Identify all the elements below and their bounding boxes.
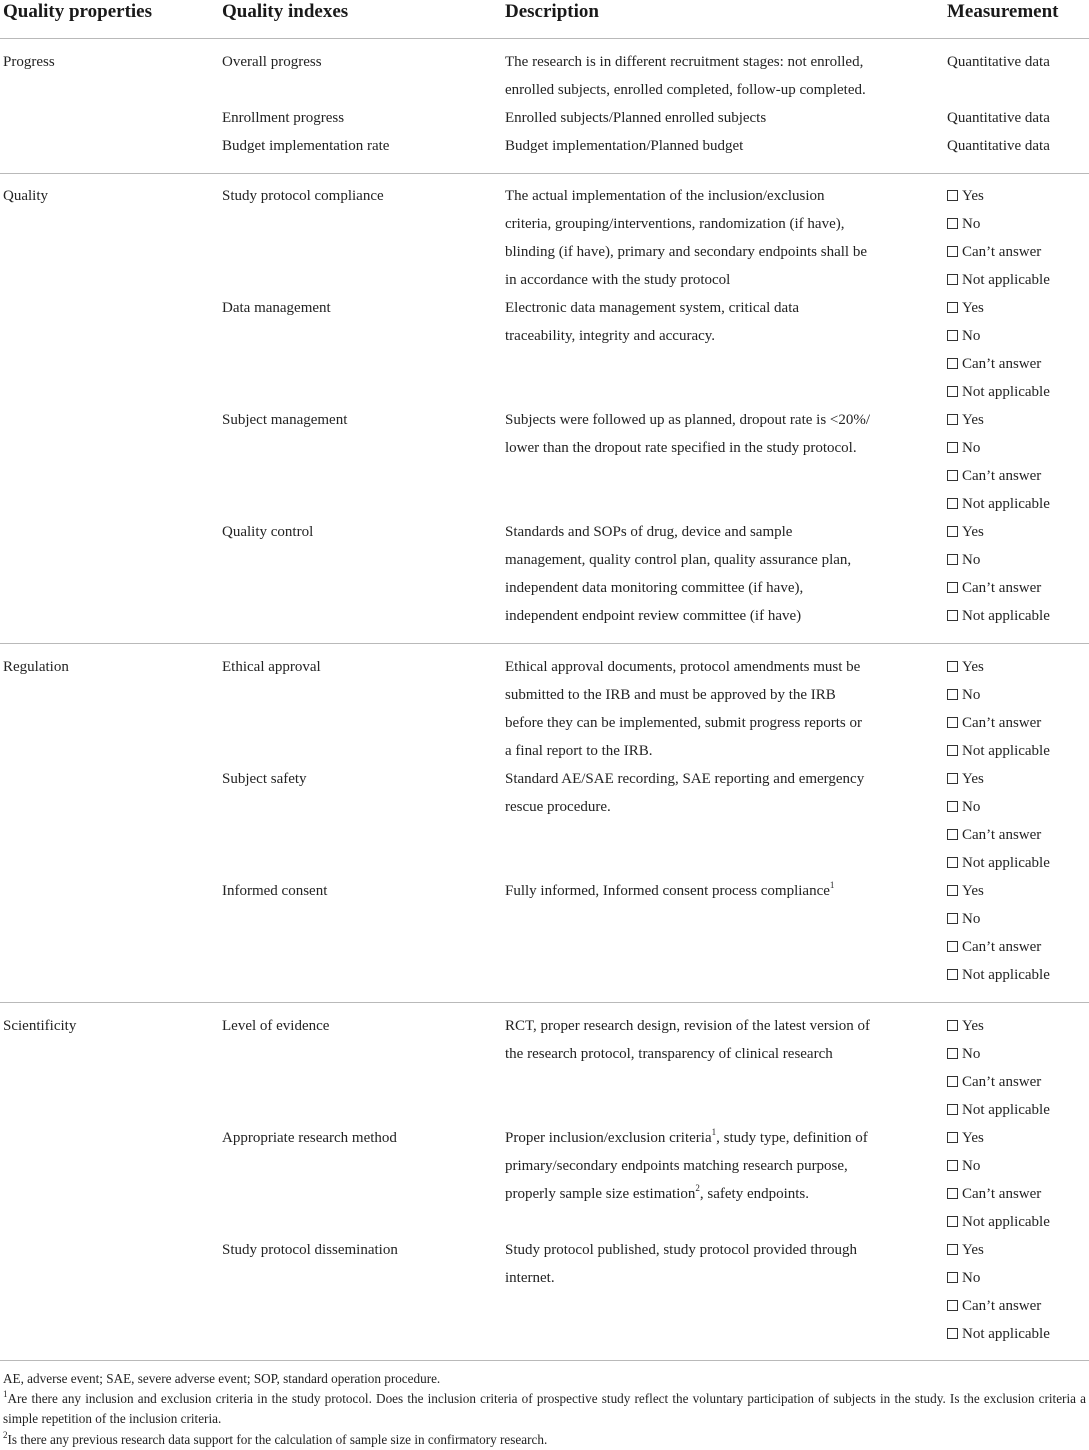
measurement-option: Quantitative data (947, 138, 1050, 154)
description-line: Fully informed, Informed consent process compliance$^1$ (505, 880, 835, 899)
checkbox-icon (947, 801, 958, 812)
checkbox-icon (947, 745, 958, 756)
description-line: properly sample size estimation$^2$, safety endpoints. (505, 1183, 810, 1202)
quality-index: Subject management (222, 412, 348, 428)
measurement-option: Can’t answer (947, 1068, 1041, 1096)
description-line: blinding (if have), primary and secondary endpoints shall be (505, 244, 867, 260)
measurement-option: Not applicable (947, 602, 1050, 630)
description-line: primary/secondary endpoints matching research purpose, (505, 1158, 848, 1174)
checkbox-icon (947, 969, 958, 980)
checkbox-icon (947, 1300, 958, 1311)
checkbox-icon (947, 386, 958, 397)
checkbox-icon (947, 302, 958, 313)
measurement-option: Can’t answer (947, 709, 1041, 737)
checkbox-icon (947, 1244, 958, 1255)
quality-property: Scientificity (3, 1018, 77, 1034)
description-line: rescue procedure. (505, 799, 611, 815)
checkbox-icon (947, 1188, 958, 1199)
quality-property: Regulation (3, 659, 69, 675)
column-header-property: Quality properties (3, 1, 153, 22)
checkbox-icon (947, 470, 958, 481)
checkbox-icon (947, 1048, 958, 1059)
checkbox-icon (947, 414, 958, 425)
description-line: Proper inclusion/exclusion criteria$^1$, study type, definition of (505, 1127, 868, 1146)
measurement-option: Not applicable (947, 378, 1050, 406)
measurement-option: Can’t answer (947, 1180, 1041, 1208)
checkbox-icon (947, 498, 958, 509)
measurement-option: Can’t answer (947, 238, 1041, 266)
description-line: Electronic data management system, critical data (505, 300, 800, 316)
quality-index: Ethical approval (222, 659, 321, 675)
description-line: criteria, grouping/interventions, randomization (if have), (505, 216, 845, 232)
measurement-option: No (947, 434, 980, 462)
checkbox-icon (947, 913, 958, 924)
measurement-option: No (947, 210, 980, 238)
quality-index: Study protocol dissemination (222, 1242, 398, 1258)
description-line: a final report to the IRB. (505, 743, 653, 759)
measurement-option: Yes (947, 294, 984, 322)
description-line: before they can be implemented, submit progress reports or (505, 715, 862, 731)
measurement-option: Yes (947, 1236, 984, 1264)
measurement-option: Can’t answer (947, 574, 1041, 602)
checkbox-icon (947, 661, 958, 672)
measurement-option: Not applicable (947, 490, 1050, 518)
measurement-option: No (947, 1152, 980, 1180)
measurement-option: Yes (947, 182, 984, 210)
measurement-option: Not applicable (947, 849, 1050, 877)
description-line: independent endpoint review committee (if have) (505, 608, 802, 624)
description-line: the research protocol, transparency of clinical research (505, 1046, 833, 1062)
checkbox-icon (947, 857, 958, 868)
description-line: independent data monitoring committee (if have), (505, 580, 804, 596)
checkbox-icon (947, 442, 958, 453)
measurement-option: Yes (947, 406, 984, 434)
measurement-option: Yes (947, 765, 984, 793)
measurement-option: Yes (947, 653, 984, 681)
measurement-option: No (947, 1040, 980, 1068)
quality-index: Subject safety (222, 771, 307, 787)
measurement-option: Can’t answer (947, 1292, 1041, 1320)
checkbox-icon (947, 717, 958, 728)
description-line: lower than the dropout rate specified in the study protocol. (505, 440, 857, 456)
checkbox-icon (947, 1160, 958, 1171)
quality-index: Quality control (222, 524, 314, 540)
description-line: The research is in different recruitment stages: not enrolled, (505, 54, 864, 70)
checkbox-icon (947, 1272, 958, 1283)
group-divider (0, 1360, 1089, 1361)
description-line: Enrolled subjects/Planned enrolled subjects (505, 110, 767, 126)
measurement-option: No (947, 546, 980, 574)
measurement-option: Can’t answer (947, 933, 1041, 961)
measurement-option: Yes (947, 1012, 984, 1040)
quality-index: Budget implementation rate (222, 138, 390, 154)
checkbox-icon (947, 330, 958, 341)
measurement-option: Not applicable (947, 1208, 1050, 1236)
measurement-option: Not applicable (947, 961, 1050, 989)
description-line: Ethical approval documents, protocol amendments must be (505, 659, 861, 675)
measurement-option: No (947, 1264, 980, 1292)
group-divider (0, 1002, 1089, 1003)
footnote: AE, adverse event; SAE, severe adverse event; SOP, standard operation procedure. (3, 1371, 441, 1386)
description-line: Subjects were followed up as planned, dropout rate is <20%/ (505, 412, 871, 428)
checkbox-icon (947, 1132, 958, 1143)
checkbox-icon (947, 689, 958, 700)
checkbox-icon (947, 1328, 958, 1339)
quality-property: Quality (3, 188, 48, 204)
column-header-measurement: Measurement (947, 1, 1059, 22)
measurement-option: Not applicable (947, 1096, 1050, 1124)
description-line: The actual implementation of the inclusion/exclusion (505, 188, 825, 204)
measurement-option: Quantitative data (947, 54, 1050, 70)
measurement-option: Can’t answer (947, 821, 1041, 849)
checkbox-icon (947, 941, 958, 952)
description-line: in accordance with the study protocol (505, 272, 731, 288)
measurement-option: No (947, 905, 980, 933)
checkbox-icon (947, 1020, 958, 1031)
column-header-index: Quality indexes (222, 1, 349, 22)
column-header-description: Description (505, 1, 599, 22)
description-line: RCT, proper research design, revision of the latest version of (505, 1018, 871, 1034)
checkbox-icon (947, 1076, 958, 1087)
checkbox-icon (947, 554, 958, 565)
description-line: Budget implementation/Planned budget (505, 138, 744, 154)
description-line: enrolled subjects, enrolled completed, follow-up completed. (505, 82, 866, 98)
quality-index: Appropriate research method (222, 1130, 397, 1146)
quality-index: Overall progress (222, 54, 322, 70)
measurement-option: No (947, 322, 980, 350)
checkbox-icon (947, 358, 958, 369)
measurement-option: Not applicable (947, 737, 1050, 765)
quality-index: Level of evidence (222, 1018, 330, 1034)
measurement-option: Quantitative data (947, 110, 1050, 126)
measurement-option: Can’t answer (947, 462, 1041, 490)
checkbox-icon (947, 773, 958, 784)
description-line: management, quality control plan, quality assurance plan, (505, 552, 852, 568)
group-divider (0, 173, 1089, 174)
checkbox-icon (947, 582, 958, 593)
measurement-option: Yes (947, 877, 984, 905)
description-line: submitted to the IRB and must be approved by the IRB (505, 687, 836, 703)
measurement-option: Not applicable (947, 1320, 1050, 1348)
description-line: Standards and SOPs of drug, device and sample (505, 524, 793, 540)
checkbox-icon (947, 1216, 958, 1227)
quality-index: Data management (222, 300, 331, 316)
measurement-option: Can’t answer (947, 350, 1041, 378)
checkbox-icon (947, 610, 958, 621)
measurement-option: Yes (947, 518, 984, 546)
checkbox-icon (947, 218, 958, 229)
measurement-option: Not applicable (947, 266, 1050, 294)
description-line: internet. (505, 1270, 555, 1286)
checkbox-icon (947, 246, 958, 257)
footnote: $^2$Is there any previous research data support for the calculation of sample size in confirmatory research. (3, 1429, 548, 1447)
quality-property: Progress (3, 54, 55, 70)
measurement-option: No (947, 793, 980, 821)
quality-index: Study protocol compliance (222, 188, 384, 204)
description-line: traceability, integrity and accuracy. (505, 328, 716, 344)
checkbox-icon (947, 1104, 958, 1115)
checkbox-icon (947, 885, 958, 896)
measurement-option: No (947, 681, 980, 709)
quality-index: Enrollment progress (222, 110, 345, 126)
checkbox-icon (947, 190, 958, 201)
checkbox-icon (947, 274, 958, 285)
description-line: Standard AE/SAE recording, SAE reporting and emergency (505, 771, 865, 787)
description-line: Study protocol published, study protocol provided through (505, 1242, 858, 1258)
quality-index: Informed consent (222, 883, 328, 899)
group-divider (0, 643, 1089, 644)
header-divider (0, 38, 1089, 39)
checkbox-icon (947, 829, 958, 840)
footnote: $^1$Are there any inclusion and exclusion criteria in the study protocol. Does the inclusion criteria of prospective study reflect the voluntary participation of subjects in the study. Is the exclusion criteria a simple repetition of the inclusion criteria. (3, 1388, 1086, 1426)
measurement-option: Yes (947, 1124, 984, 1152)
checkbox-icon (947, 526, 958, 537)
